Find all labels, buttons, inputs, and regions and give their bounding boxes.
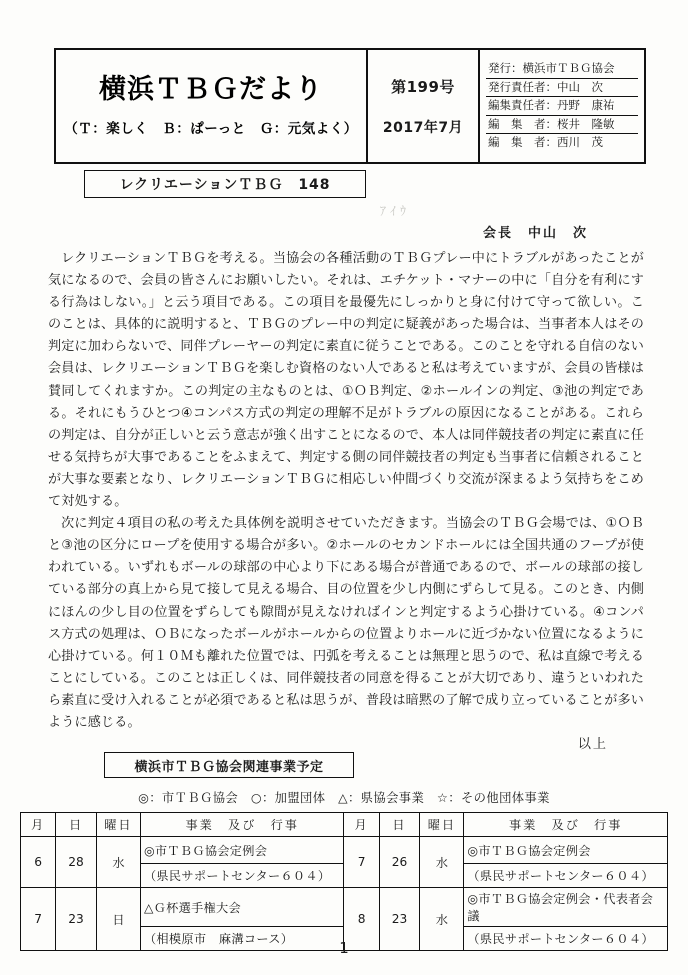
column-header-month: 月 — [344, 813, 379, 837]
cell-day: 28 — [56, 837, 97, 888]
cell-month: 8 — [344, 888, 379, 951]
cell-weekday: 日 — [96, 888, 140, 951]
cell-day: 26 — [379, 837, 420, 888]
cell-event: ◎市ＴＢＧ協会定例会・代表者会議 — [464, 888, 668, 927]
schedule-table — [20, 812, 668, 951]
cell-event-venue: （県民サポートセンター６０４） — [140, 864, 344, 888]
article-paragraph: 次に判定４項目の私の考えた具体例を説明させていただきます。当協会のＴＢＧ会場では、①ＯＢと③池の区分にロープを使用する場合が多い。②ホールのセカンドホールには全国共通のフープが使われている。いずれもボールの球部の中心より下にある場合が普通であるので、ボールの球部の接している部分の真上から見て接して見える場合、目の位置を少し内側にずらして見る。このとき、内側にほんの少し目の位置をずらしても隙間が見えなければインと判定するよう心掛けている。④コンパス方式の処理は、ＯＢになったボールがホールからの位置よりホールに近づかない位置になるように心掛けている。何１０Ｍも離れた位置では、円弧を考えることは無理と思うので、私は直線で考えることにしている。このことは正しくは、同伴競技者の同意を得ることが大切であり、違うといわれたら素直に受け入れることが必須であると私は思うが、普段は暗黙の了解で成り立っていることが多いように感じる。 — [48, 516, 644, 730]
schedule-title: 横浜市ＴＢＧ協会関連事業予定 — [104, 752, 354, 778]
cell-day: 23 — [379, 888, 420, 951]
article-paragraph: レクリエーションＴＢＧを考える。当協会の各種活動のＴＢＧプレー中にトラブルがあったことが気になるので、会員の皆さんにお願いしたい。それは、エチケット・マナーの中に「自分を有利にする行為はしない。」と云う項目である。この項目を最優先にしっかりと身に付けて守って欲しい。このことは、具体的に説明すると、ＴＢＧのプレー中の判定に疑義があった場合は、当事者本人はその判定に加わらないで、同伴プレーヤーの判定に素直に従うことである。このことを守れる自信のない会員は、レクリエーションＴＢＧを楽しむ資格のない人であると私は考えていますが、会員の皆様は賛同してくれますか。この判定の主なものとは、①ＯＢ判定、②ホールインの判定、③池の判定である。それにもうひとつ④コンパス方式の判定の理解不足がトラブルの原因になることがある。これらの判定は、自分が正しいと云う意志が強く出すことになるので、本人は同伴競技者の判定に素直に任せる気持ちが大事であることをふまえて、判定する側の同伴競技者の判定も当事者に信頼されることが大事な要素となり、レクリエーションＴＢＧに相応しい仲間づくり交流が深まるよう気持ちをこめて対処する。 — [48, 251, 644, 510]
scan-artifact: ｱｲｳ — [380, 204, 411, 218]
cell-day: 23 — [56, 888, 97, 951]
column-header-event: 事業 及び 行事 — [140, 813, 344, 837]
article-body — [48, 248, 644, 756]
credit-line: 発行：横浜市ＴＢＧ協会 — [486, 60, 638, 79]
column-header-day: 日 — [379, 813, 420, 837]
author-byline: 会長 中山 次 — [482, 226, 588, 241]
cell-weekday: 水 — [420, 888, 464, 951]
section-headline: レクリエーションＴＢＧ 148 — [84, 170, 366, 198]
table-row — [21, 888, 668, 927]
cell-event-venue: （県民サポートセンター６０４） — [464, 927, 668, 951]
credit-line: 編集責任者：丹野 康祐 — [486, 97, 638, 116]
column-header-weekday: 曜日 — [96, 813, 140, 837]
cell-weekday: 水 — [420, 837, 464, 888]
column-header-event: 事業 及び 行事 — [464, 813, 668, 837]
masthead — [54, 48, 646, 164]
cell-event-venue: （相模原市 麻溝コース） — [140, 927, 344, 951]
column-header-weekday: 曜日 — [420, 813, 464, 837]
column-header-day: 日 — [56, 813, 97, 837]
cell-event: △Ｇ杯選手権大会 — [140, 888, 344, 927]
masthead-credits — [480, 50, 644, 162]
schedule-legend: ◎：市ＴＢＧ協会 ○：加盟団体 △：県協会事業 ☆：その他団体事業 — [138, 791, 550, 805]
cell-event-venue: （県民サポートセンター６０４） — [464, 864, 668, 888]
table-header-row — [21, 813, 668, 837]
cell-month: 7 — [344, 837, 379, 888]
cell-month: 6 — [21, 837, 56, 888]
cell-month: 7 — [21, 888, 56, 951]
masthead-issue-block — [368, 50, 480, 162]
page-number: 1 — [339, 939, 349, 957]
cell-event: ◎市ＴＢＧ協会定例会 — [464, 837, 668, 864]
cell-event: ◎市ＴＢＧ協会定例会 — [140, 837, 344, 864]
credit-line: 編 集 者：桜井 隆敏 — [486, 116, 638, 135]
cell-weekday: 水 — [96, 837, 140, 888]
credit-line: 発行責任者：中山 次 — [486, 79, 638, 98]
issue-date: 2017年7月 — [382, 119, 464, 136]
publication-subtitle: （Ｔ：楽しく Ｂ：ぱーっと Ｇ：元気よく） — [64, 120, 358, 137]
masthead-title-block — [56, 50, 368, 162]
article-signoff: 以上 — [577, 737, 608, 753]
table-row — [21, 837, 668, 864]
column-header-month: 月 — [21, 813, 56, 837]
publication-title: 横浜ＴＢＧだより — [99, 74, 323, 106]
issue-number: 第199号 — [391, 77, 455, 96]
credit-line: 編 集 者：西川 茂 — [488, 135, 603, 150]
